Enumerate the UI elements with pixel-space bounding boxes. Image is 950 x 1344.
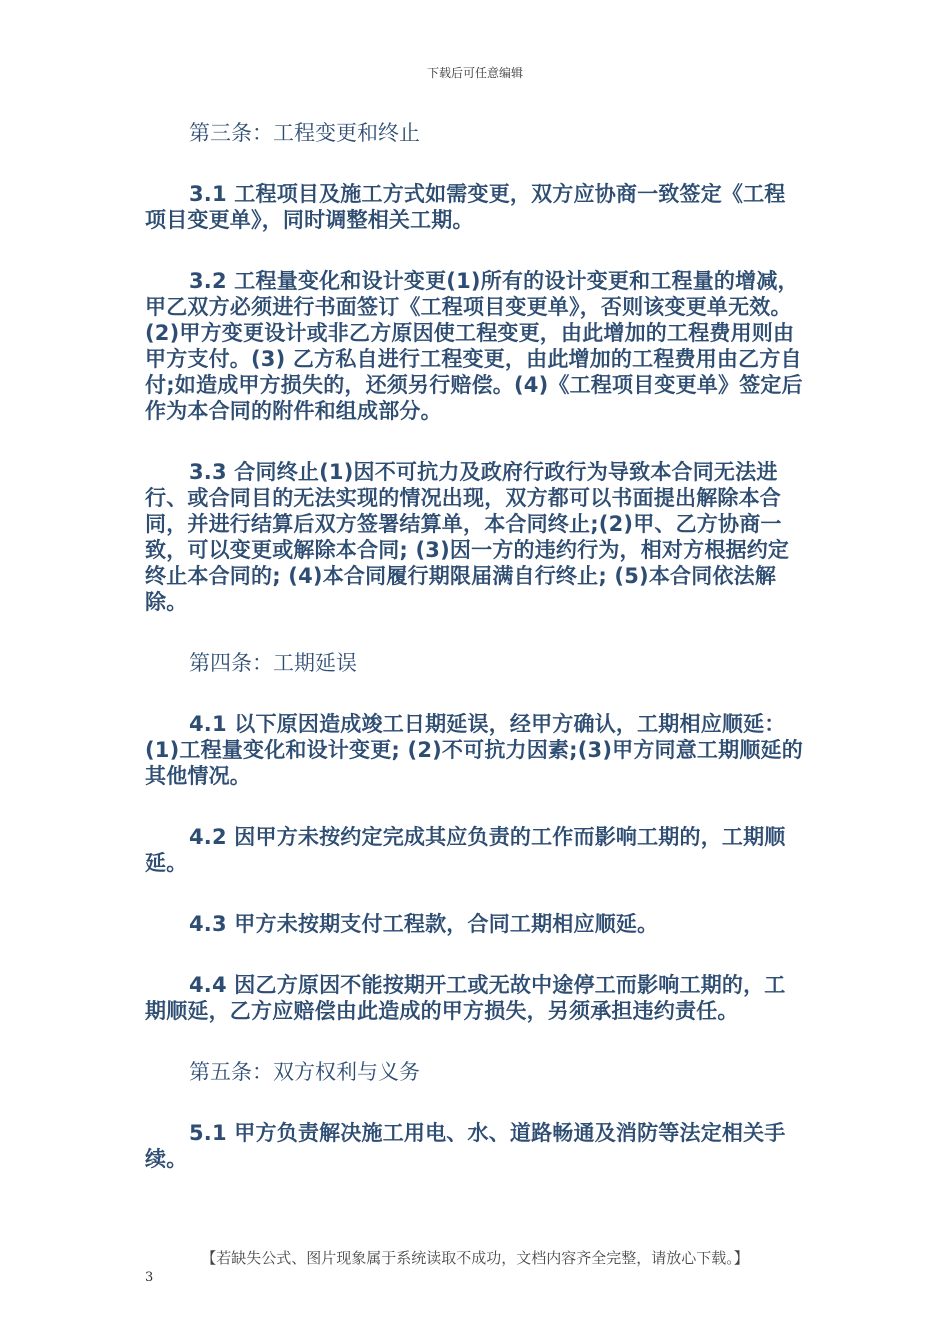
clause-5-1: 5.1 甲方负责解决施工用电、水、道路畅通及消防等法定相关手续。 (145, 1121, 786, 1171)
clause-3-3: 3.3 合同终止(1)因不可抗力及政府行政行为导致本合同无法进行、或合同目的无法实现的情况出现，双方都可以书面提出解除本合同，并进行结算后双方签署结算单，本合同终止;(2)甲、乙方协商一致，可以变更或解除本合同; (3)因一方的违约行为，相对方根据约定终止本合同的; (4)本合同履行期限届满自行终止; (5)本合同依法解除。 (145, 460, 790, 614)
clause-4-3: 4.3 甲方未按期支付工程款，合同工期相应顺延。 (189, 912, 659, 936)
clause-3-2: 3.2 工程量变化和设计变更(1)所有的设计变更和工程量的增减，甲乙双方必须进行书面签订《工程项目变更单》，否则该变更单无效。(2)甲方变更设计或非乙方原因使工程变更，由此增加的工程费用则由甲方支付。(3) 乙方私自进行工程变更，由此增加的工程费用由乙方自付;如造成甲方损失的，还须另行赔偿。(4)《工程项目变更单》签定后作为本合同的附件和组成部分。 (145, 269, 803, 423)
page-number: 3 (145, 1270, 154, 1285)
clause-4-4: 4.4 因乙方原因不能按期开工或无故中途停工而影响工期的，工期顺延，乙方应赔偿由此造成的甲方损失，另须承担违约责任。 (145, 973, 786, 1023)
article-5-heading: 第五条：双方权利与义务 (189, 1060, 420, 1084)
document-body (145, 120, 805, 1207)
clause-4-1: 4.1 以下原因造成竣工日期延误，经甲方确认，工期相应顺延：(1)工程量变化和设计变更; (2)不可抗力因素;(3)甲方同意工期顺延的其他情况。 (145, 712, 803, 788)
article-4-heading: 第四条：工期延误 (189, 651, 357, 675)
clause-4-2: 4.2 因甲方未按约定完成其应负责的工作而影响工期的，工期顺延。 (145, 825, 786, 875)
article-3-heading: 第三条：工程变更和终止 (189, 121, 420, 145)
clause-3-1: 3.1 工程项目及施工方式如需变更，双方应协商一致签定《工程项目变更单》，同时调整相关工期。 (145, 182, 786, 232)
page-header: 下载后可任意编辑 (426, 66, 523, 80)
footer-note: 【若缺失公式、图片现象属于系统读取不成功，文档内容齐全完整，请放心下载。】 (201, 1249, 749, 1267)
